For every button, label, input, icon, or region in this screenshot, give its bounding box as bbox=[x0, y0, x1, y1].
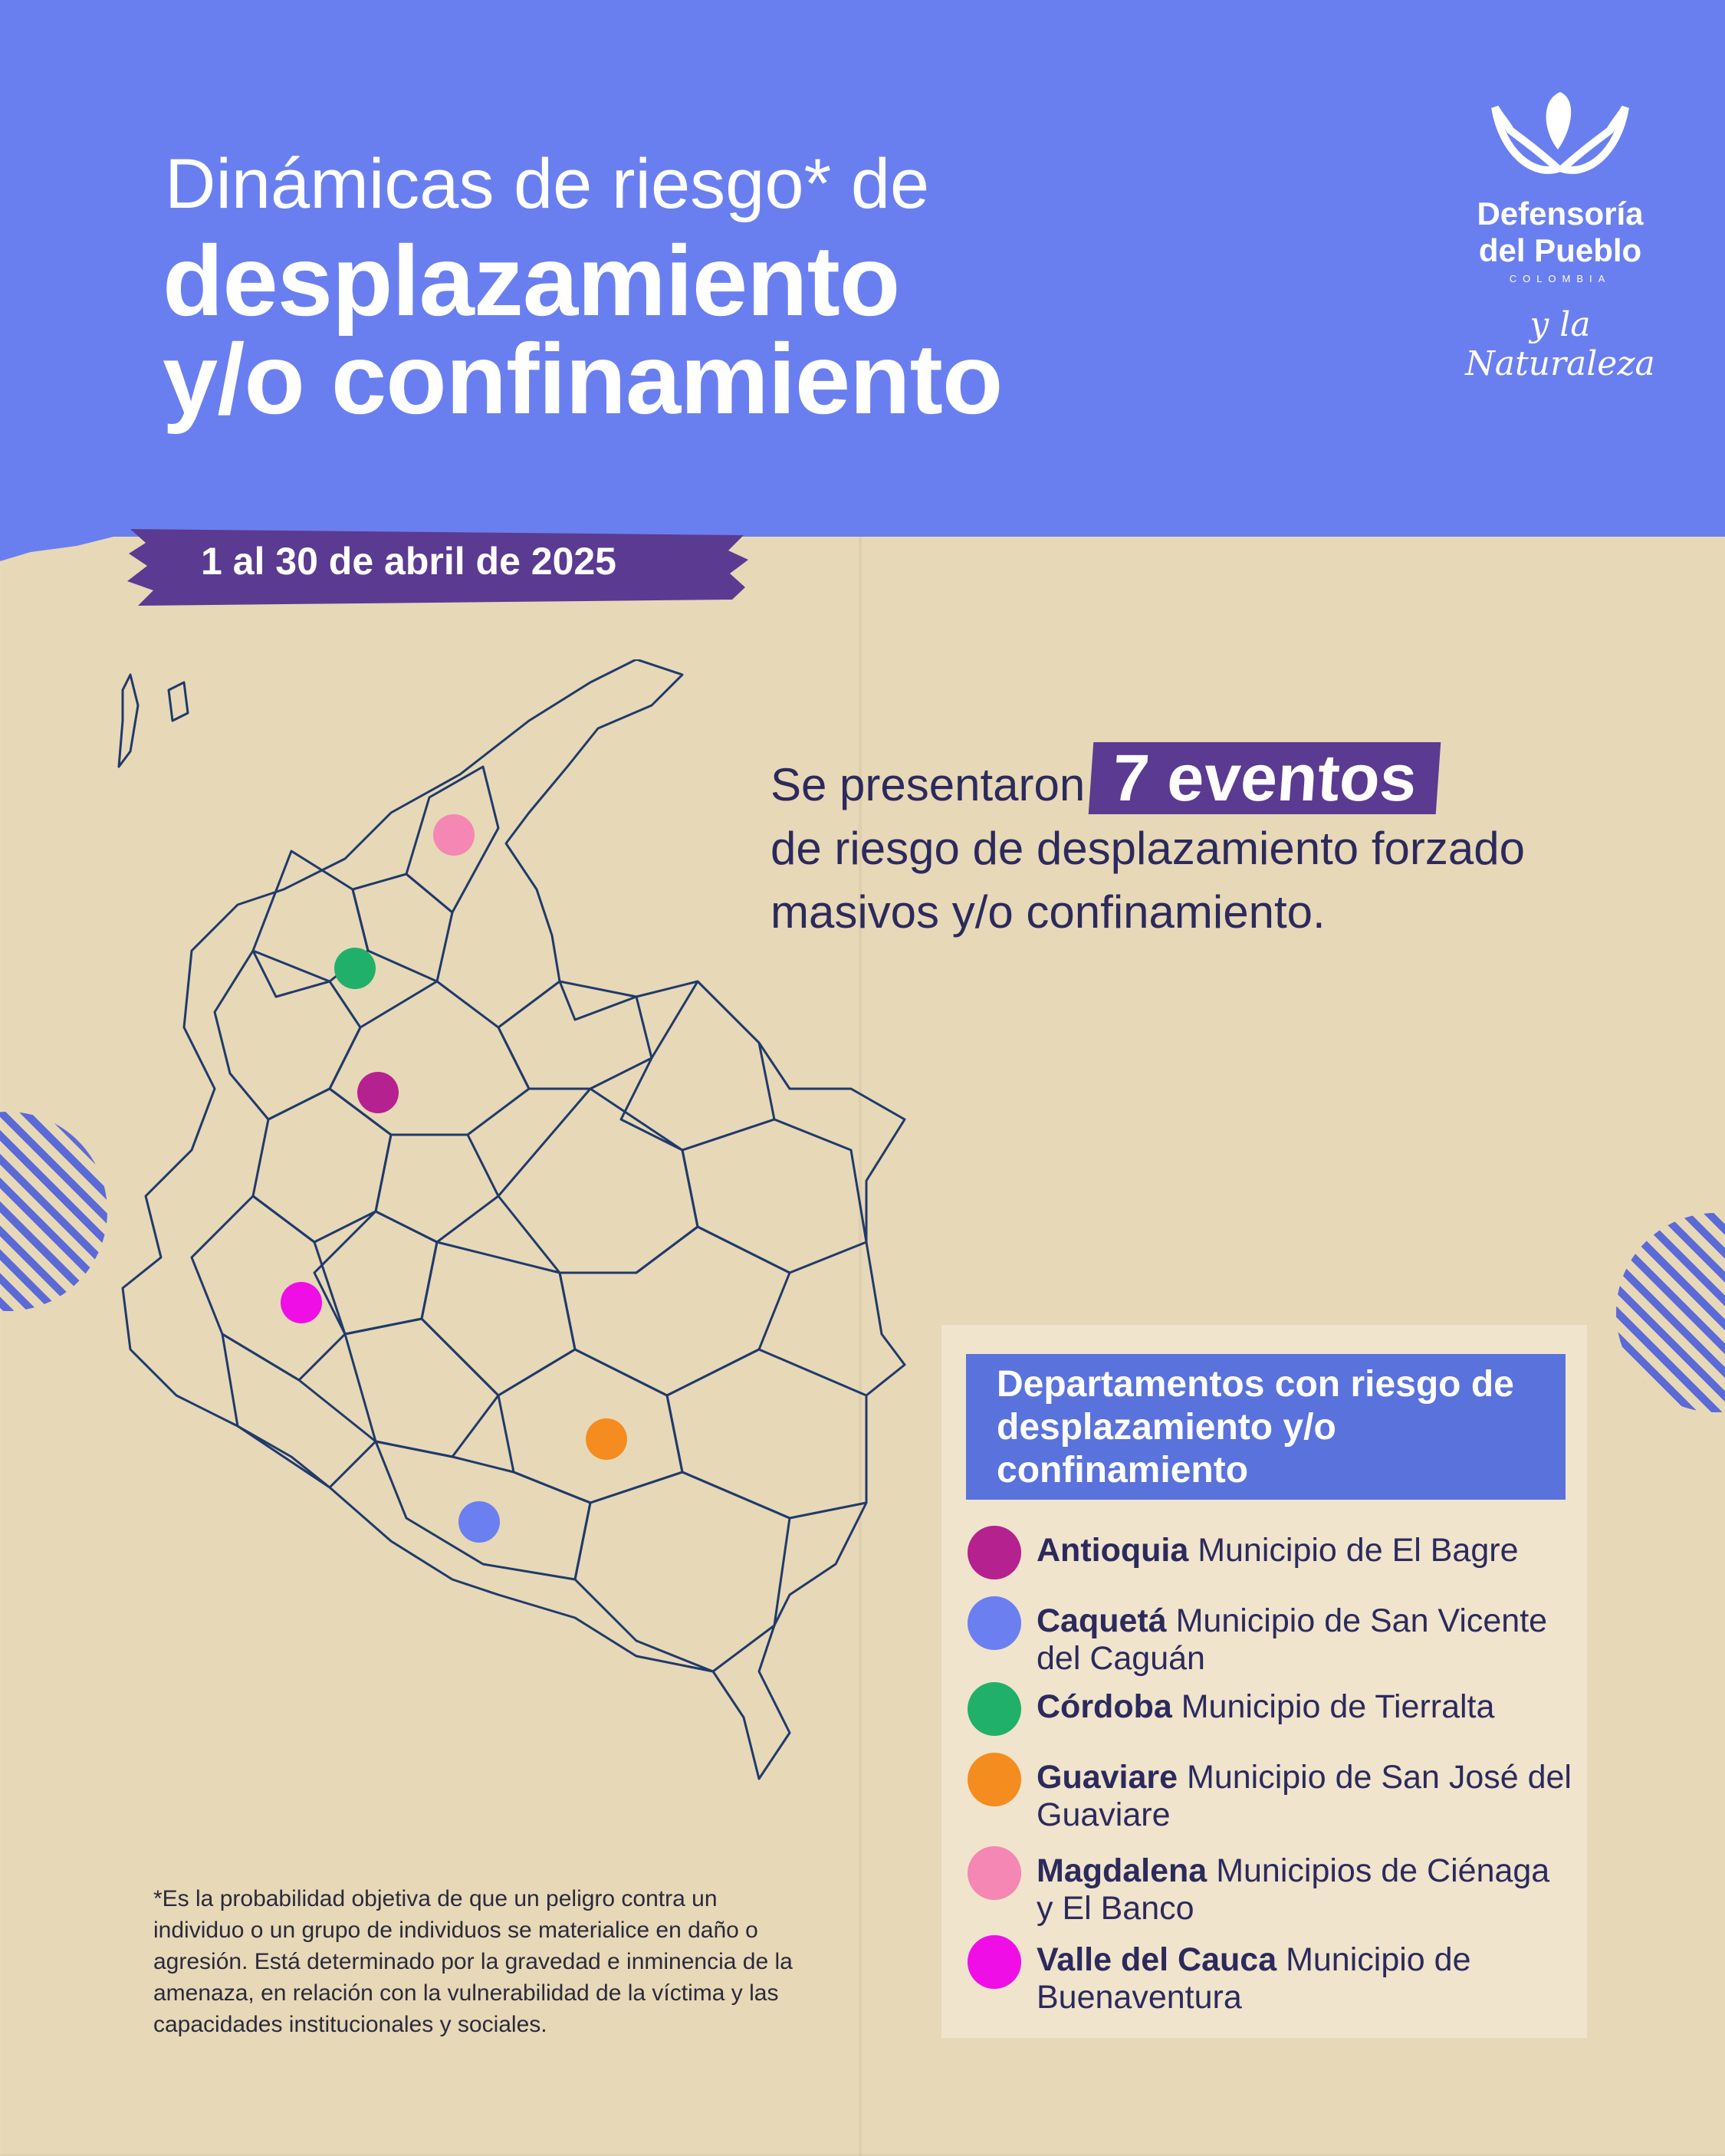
map-marker-valle-del-cauca bbox=[281, 1282, 322, 1323]
legend-text bbox=[1037, 1759, 1573, 1834]
legend-department: Valle del Cauca bbox=[1037, 1941, 1277, 1978]
legend-dot bbox=[968, 1935, 1021, 1989]
legend-dot bbox=[968, 1596, 1021, 1650]
legend-dot bbox=[968, 1682, 1021, 1736]
legend-department: Caquetá bbox=[1037, 1602, 1167, 1639]
legend-detail: Municipio de Tierralta bbox=[1181, 1688, 1495, 1725]
legend-dot bbox=[968, 1753, 1021, 1806]
legend-detail: Municipio de San Vicente del Caguán bbox=[1037, 1602, 1548, 1677]
map-marker-antioquia bbox=[357, 1072, 399, 1113]
legend-detail: Municipio de Buenaventura bbox=[1037, 1941, 1471, 2016]
date-range: 1 al 30 de abril de 2025 bbox=[201, 540, 616, 583]
legend-text bbox=[1037, 1532, 1573, 1569]
map-marker-cordoba bbox=[334, 948, 376, 989]
legend-text bbox=[1037, 1602, 1573, 1678]
legend-dot bbox=[968, 1526, 1021, 1579]
footnote: *Es la probabilidad objetiva de que un peligro contra un individuo o un grupo de individuos se materialice en daño o agresión. Está determinado por la gravedad e inminencia de la amenaza, en relación con la vulnerabilidad de la víctima y las capacidades institucionales y sociales. bbox=[153, 1886, 793, 2037]
title-line-1: Dinámicas de riesgo* de bbox=[165, 145, 930, 223]
logo-line-3: COLOMBIA bbox=[1509, 273, 1612, 284]
title-line-2: desplazamiento bbox=[163, 225, 900, 337]
legend-department: Guaviare bbox=[1037, 1759, 1178, 1796]
intro-prefix: Se presentaron bbox=[770, 759, 1086, 810]
legend-department: Antioquia bbox=[1037, 1532, 1189, 1569]
logo-tagline: y la Naturaleza bbox=[1465, 305, 1655, 383]
legend-detail: Municipio de El Bagre bbox=[1198, 1532, 1519, 1569]
legend-text bbox=[1037, 1852, 1573, 1928]
title-main bbox=[163, 225, 1003, 435]
map-marker-caqueta bbox=[458, 1501, 500, 1543]
doves-icon bbox=[1487, 77, 1633, 192]
logo-line-2: del Pueblo bbox=[1478, 232, 1642, 268]
defensoria-logo bbox=[1445, 77, 1675, 383]
legend-detail: Municipios de Ciénaga y El Banco bbox=[1037, 1852, 1550, 1927]
intro-suffix: de riesgo de desplazamiento forzado masivos y/o confinamiento. bbox=[770, 823, 1525, 938]
intro-text bbox=[770, 742, 1583, 944]
legend-text bbox=[1037, 1941, 1573, 2016]
legend-title: Departamentos con riesgo de desplazamiento y/o confinamiento bbox=[966, 1354, 1566, 1500]
legend-department: Córdoba bbox=[1037, 1688, 1172, 1725]
legend-dot bbox=[968, 1846, 1021, 1900]
legend-text bbox=[1037, 1688, 1573, 1726]
map-marker-magdalena bbox=[433, 814, 475, 856]
title-line-3: y/o confinamiento bbox=[163, 323, 1003, 435]
logo-line-1: Defensoría bbox=[1477, 196, 1644, 232]
map-marker-guaviare bbox=[586, 1418, 627, 1460]
legend-detail: Municipio de San José del Guaviare bbox=[1037, 1759, 1572, 1833]
legend-department: Magdalena bbox=[1037, 1852, 1208, 1889]
events-count-highlight: 7 eventos bbox=[1089, 742, 1441, 814]
